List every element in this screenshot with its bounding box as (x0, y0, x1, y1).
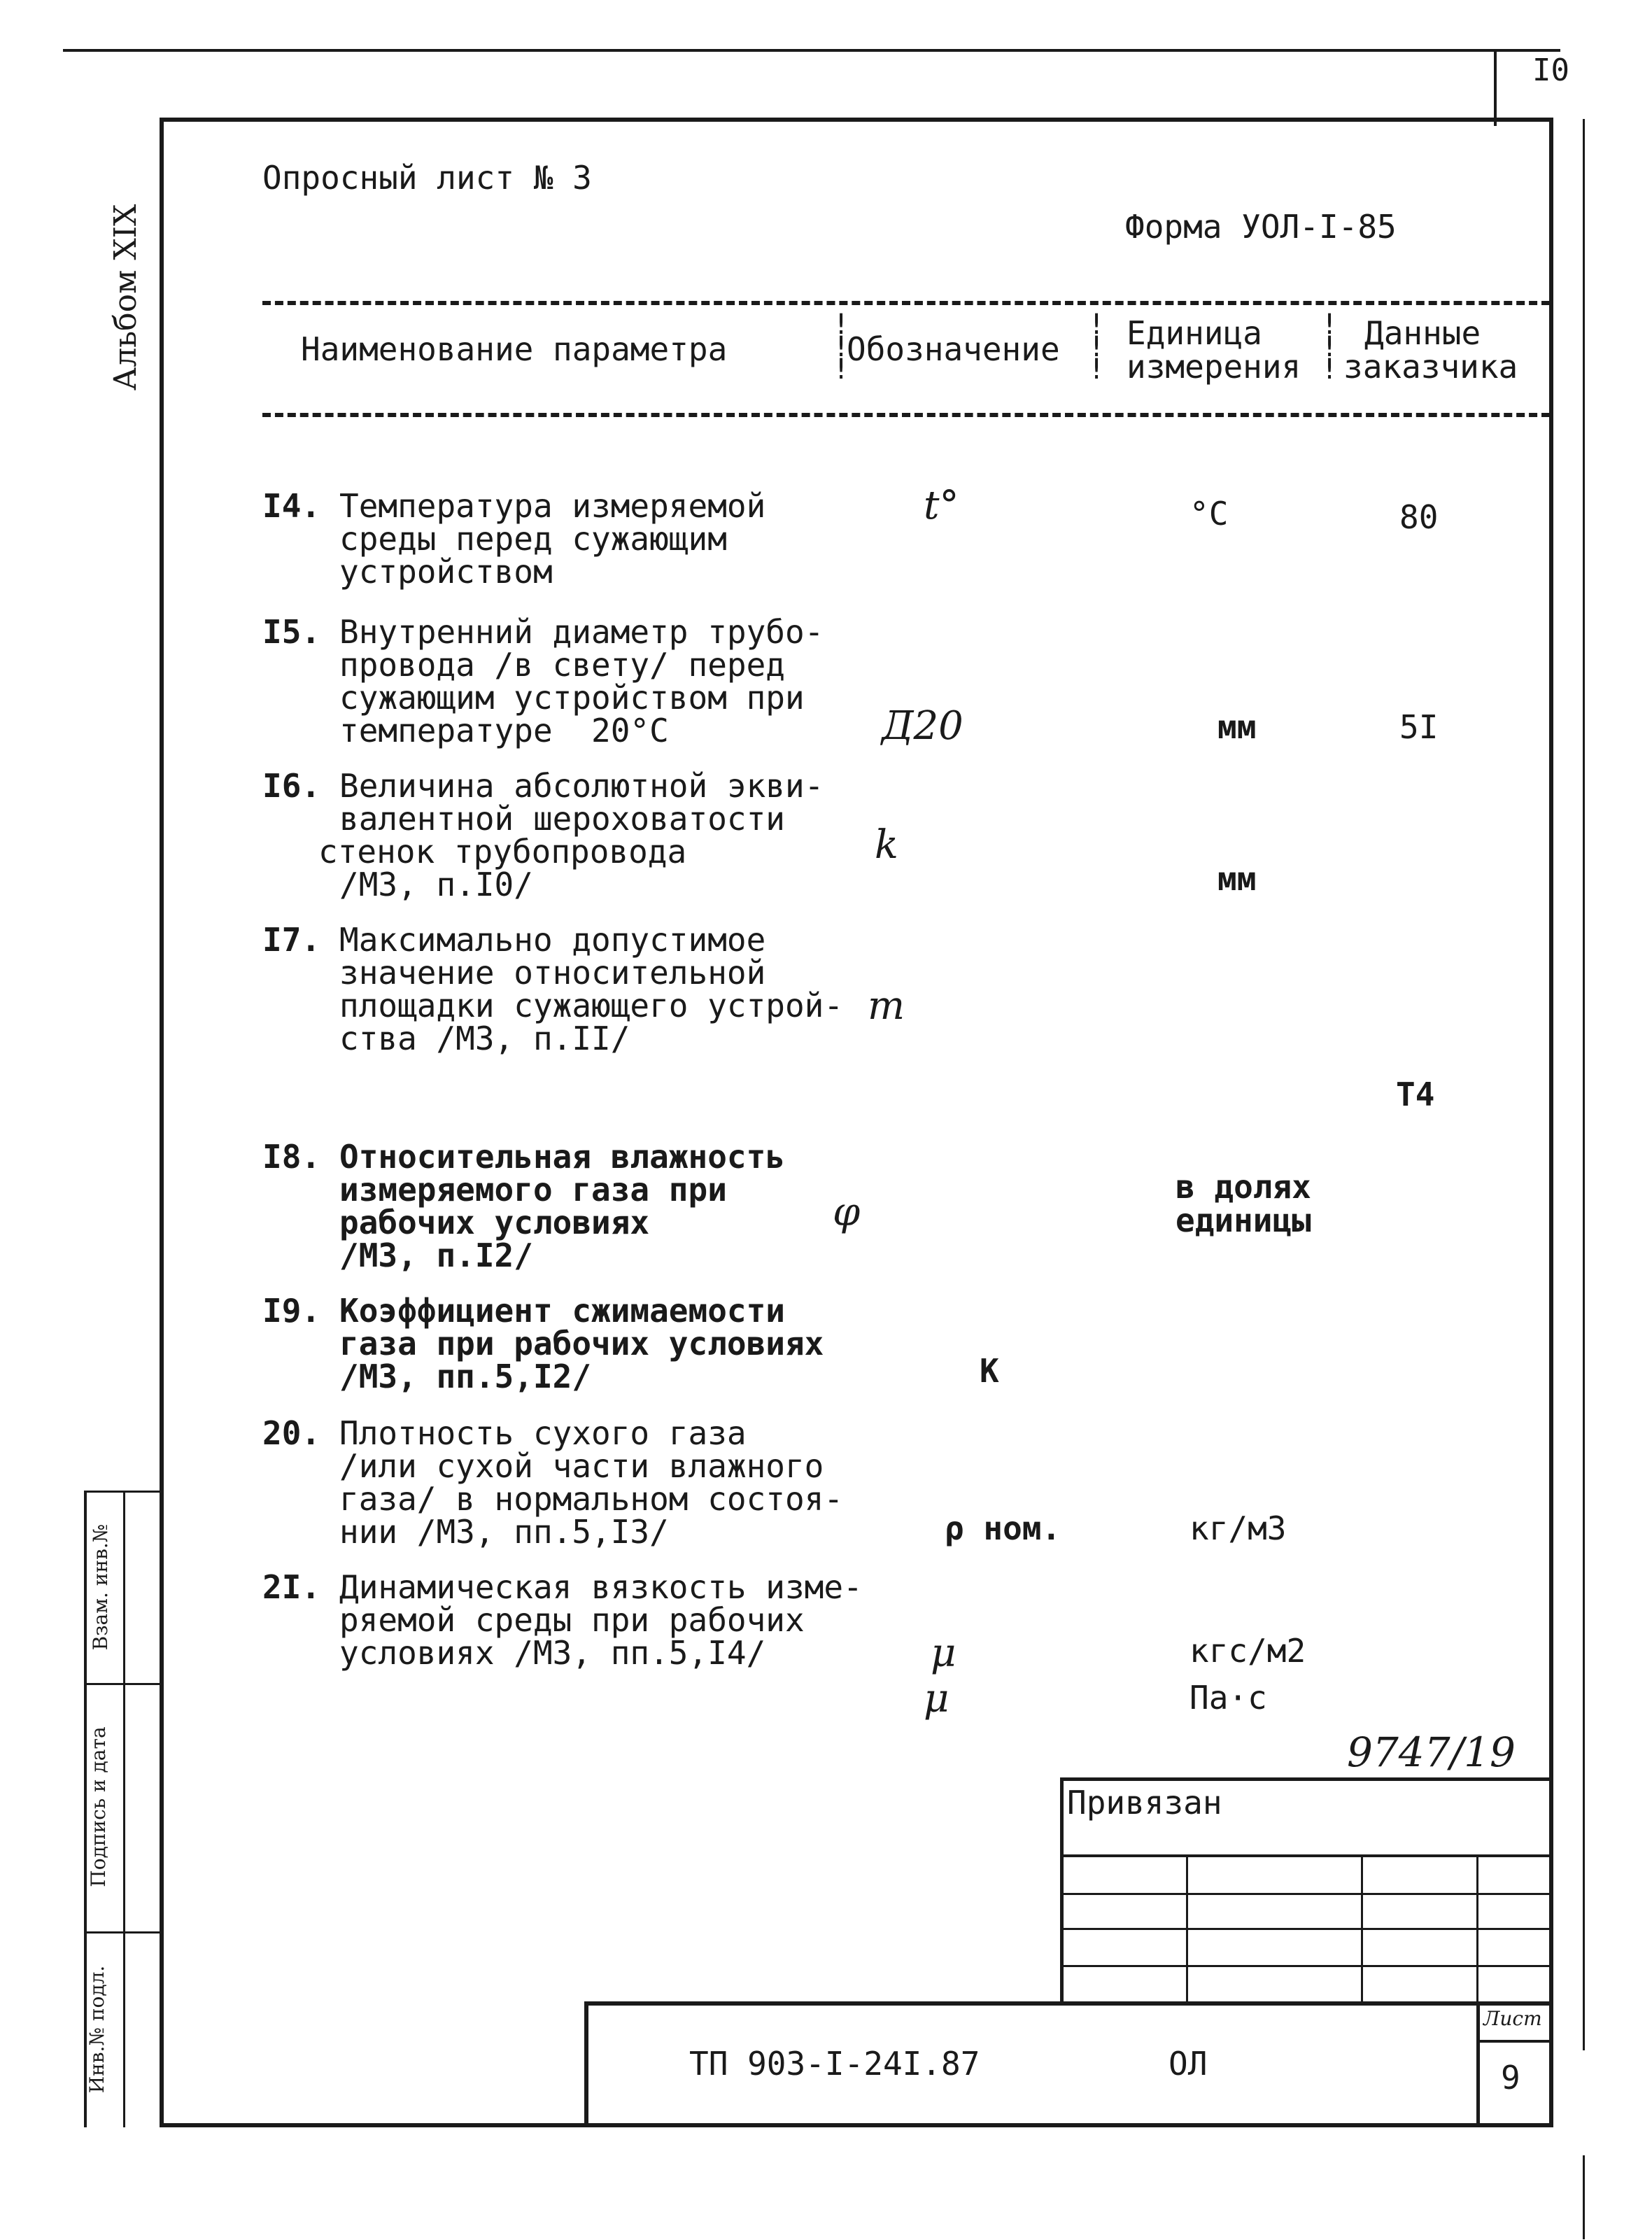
linked-left (1060, 1777, 1064, 2005)
param-value: 80 (1399, 498, 1439, 536)
param-line: ства /М3, п.II/ (339, 1019, 630, 1057)
document-code: ТП 903-I-24I.87 (689, 2045, 980, 2083)
param-line: нии /М3, пп.5,I3/ (339, 1512, 669, 1551)
header-top-dash (262, 301, 1550, 305)
param-symbol-alt: μ (924, 1676, 949, 1721)
param-symbol: k (875, 822, 898, 868)
col-sep-1: ! ! ! (833, 309, 850, 386)
param-symbol: Д20 (882, 703, 963, 749)
linked-row-2 (1060, 1893, 1553, 1895)
param-line: ряемой среды при рабочих (339, 1600, 805, 1639)
header-bottom-dash (262, 413, 1550, 417)
param-line: Максимально допустимое (339, 921, 766, 959)
param-line: площадки сужающего устрой- (339, 986, 844, 1024)
param-line: Плотность сухого газа (339, 1414, 747, 1452)
sheet-number: 9 (1501, 2059, 1520, 2097)
param-number: I4. (262, 487, 321, 525)
param-line: Температура измеряемой (339, 487, 766, 525)
side-sign-date: Подпись и дата (87, 1726, 110, 1887)
param-line: Величина абсолютной экви- (339, 767, 824, 805)
param-line: измеряемого газа при (339, 1170, 727, 1209)
outer-right-tick (1583, 2155, 1585, 2239)
linked-col-2 (1361, 1854, 1363, 2005)
param-number: I9. (262, 1292, 321, 1330)
param-line: стенок трубопровода (318, 832, 687, 871)
corner-page-number: I0 (1532, 52, 1569, 88)
param-value: T4 (1396, 1076, 1435, 1113)
param-unit: в долях единицы (1176, 1168, 1311, 1240)
param-line: провода /в свету/ перед (339, 645, 785, 684)
param-number: 20. (262, 1414, 321, 1452)
col-header-unit-2: измерения (1127, 348, 1301, 386)
col-sep-3: ! ! ! (1321, 309, 1339, 386)
top-rule (63, 49, 1560, 52)
param-number: I5. (262, 613, 321, 651)
param-value: 5I (1399, 708, 1439, 746)
param-line: Относительная влажность (339, 1138, 785, 1176)
param-line: рабочих условиях (339, 1203, 650, 1241)
col-header-unit-1: Единица (1127, 314, 1262, 352)
param-line: газа/ в нормальном состоя- (339, 1479, 844, 1518)
param-symbol: К (980, 1352, 999, 1390)
frame-left (160, 118, 164, 2127)
side-stamp-top (84, 1491, 162, 1493)
document-type: ОЛ (1169, 2045, 1208, 2083)
linked-col-3 (1476, 1854, 1478, 2005)
param-unit: °C (1189, 495, 1229, 533)
param-unit: кг/м3 (1189, 1509, 1287, 1547)
param-number: I8. (262, 1138, 321, 1176)
param-line: Коэффициент сжимаемости (339, 1292, 785, 1330)
param-line: условиях /М3, пп.5,I4/ (339, 1633, 766, 1672)
param-symbol: t° (924, 483, 959, 528)
album-label: Альбом XIX (107, 204, 143, 391)
param-line: /М3, п.I0/ (339, 865, 533, 903)
form-code: Форма УОЛ-I-85 (1125, 208, 1397, 246)
col-header-symbol: Обозначение (847, 330, 1060, 368)
param-line: устройством (339, 552, 553, 591)
linked-row-3 (1060, 1928, 1553, 1930)
param-unit: мм (1217, 860, 1257, 898)
side-inv-orig: Инв.№ подл. (85, 1965, 108, 2094)
side-stamp-mid (123, 1491, 125, 2127)
param-line: значение относительной (339, 953, 766, 992)
param-line: /М3, пп.5,I2/ (339, 1357, 592, 1395)
param-number: I7. (262, 921, 321, 959)
frame-right (1549, 118, 1553, 2127)
corner-box-left (1494, 49, 1497, 126)
param-line: Динамическая вязкость изме- (339, 1568, 863, 1606)
sheet-box-mid (1476, 2040, 1553, 2043)
col-header-data-1: Данные (1364, 314, 1481, 352)
frame-top (160, 118, 1553, 122)
param-line: сужающим устройством при (339, 678, 805, 717)
col-sep-2: ! ! ! (1088, 309, 1106, 386)
titleblock-left (584, 2001, 588, 2127)
frame-bottom (160, 2123, 1553, 2127)
param-number: I6. (262, 767, 321, 805)
param-symbol: ρ ном. (945, 1509, 1061, 1547)
sheet-label: Лист (1483, 2007, 1542, 2030)
col-header-data-2: заказчика (1343, 348, 1518, 386)
param-line: температуре 20°C (339, 711, 669, 749)
linked-row-4 (1060, 1965, 1553, 1967)
param-line: Внутренний диаметр трубо- (339, 613, 824, 651)
titleblock-top (584, 2001, 1553, 2006)
param-unit-alt: Па·с (1189, 1679, 1267, 1717)
col-header-name: Наименование параметра (301, 330, 728, 368)
side-replace-inv: Взам. инв.№ (89, 1523, 112, 1651)
param-symbol: μ (931, 1630, 956, 1676)
param-unit: кгс/м2 (1189, 1632, 1306, 1670)
sheet-box-left (1476, 2001, 1480, 2127)
linked-col-1 (1186, 1854, 1188, 2005)
handwritten-number: 9747/19 (1347, 1728, 1516, 1776)
param-number: 2I. (262, 1568, 321, 1606)
linked-row-1 (1060, 1854, 1553, 1857)
param-line: газа при рабочих условиях (339, 1324, 824, 1362)
linked-label: Привязан (1067, 1784, 1222, 1822)
param-line: /М3, п.I2/ (339, 1236, 533, 1274)
page-title: Опросный лист № 3 (262, 159, 592, 197)
param-line: среды перед сужающим (339, 519, 727, 558)
param-line: /или сухой части влажного (339, 1446, 824, 1485)
linked-top (1060, 1777, 1553, 1781)
outer-right-rule (1583, 119, 1585, 2050)
param-line: валентной шероховатости (339, 799, 785, 838)
param-symbol: φ (833, 1190, 861, 1235)
param-unit: мм (1217, 708, 1257, 746)
param-symbol: m (868, 983, 905, 1029)
